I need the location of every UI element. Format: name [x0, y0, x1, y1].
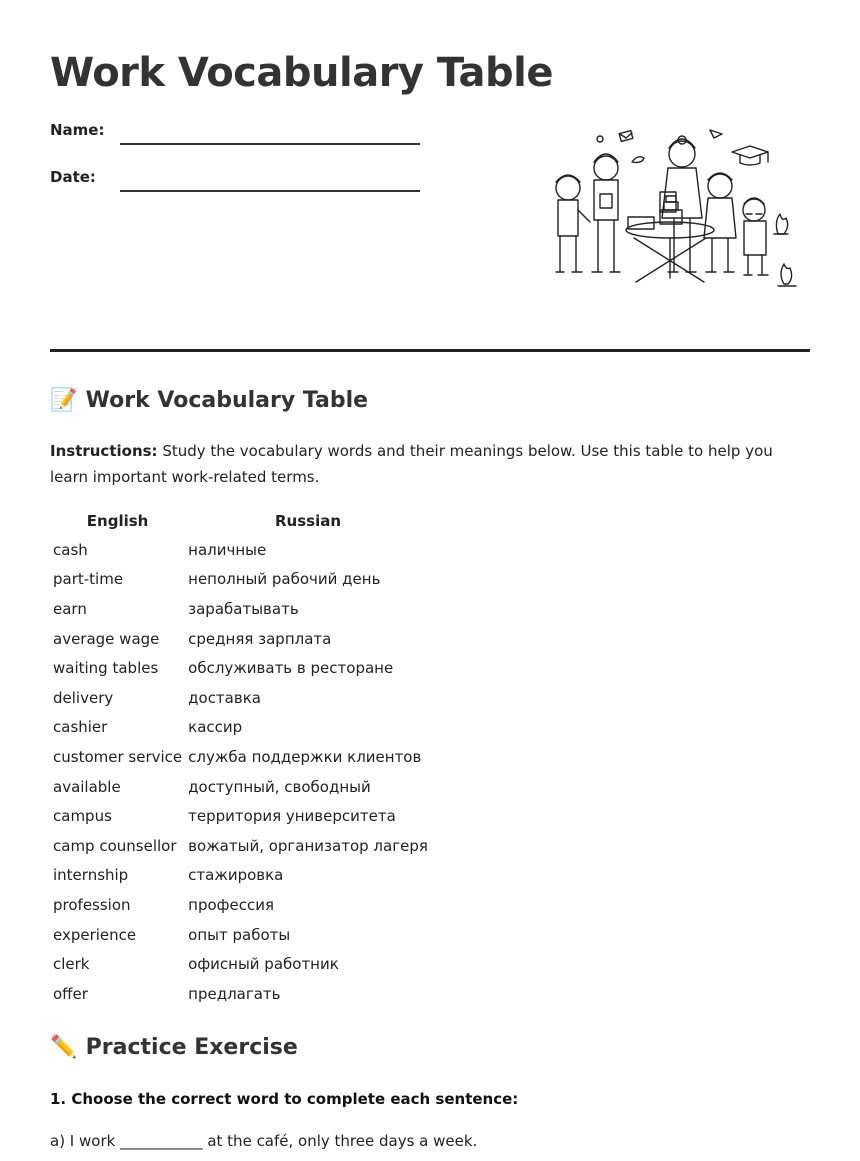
russian-cell: служба поддержки клиентов — [188, 747, 422, 766]
table-row — [50, 742, 431, 772]
english-cell: waiting tables — [53, 659, 159, 678]
table-row — [50, 949, 431, 979]
english-cell: camp counsellor — [53, 836, 177, 855]
table-row — [50, 772, 431, 802]
english-cell: cash — [53, 540, 88, 559]
column-header-russian: Russian — [274, 512, 342, 530]
memo-icon: 📝 — [50, 388, 78, 413]
table-row — [50, 713, 431, 743]
russian-cell: кассир — [188, 718, 243, 737]
table-row — [50, 890, 431, 920]
children-party-illustration — [548, 122, 802, 292]
date-input-line[interactable] — [120, 190, 420, 192]
name-input-line[interactable] — [120, 143, 420, 145]
vocabulary-table — [50, 507, 431, 1009]
english-cell: cashier — [53, 718, 108, 737]
name-field-label: Name: — [50, 121, 105, 139]
russian-cell: территория университета — [188, 807, 396, 826]
russian-cell: наличные — [188, 540, 267, 559]
table-row — [50, 979, 431, 1009]
vocab-section-title: Work Vocabulary Table — [85, 388, 369, 413]
english-cell: clerk — [53, 955, 90, 974]
english-cell: offer — [53, 984, 88, 1003]
russian-cell: вожатый, организатор лагеря — [188, 836, 428, 855]
table-row — [50, 801, 431, 831]
russian-cell: неполный рабочий день — [188, 570, 381, 589]
russian-cell: обслуживать в ресторане — [188, 659, 394, 678]
table-row — [50, 535, 431, 565]
table-row — [50, 683, 431, 713]
table-row — [50, 831, 431, 861]
header-divider — [50, 349, 810, 352]
russian-cell: доставка — [188, 688, 261, 707]
instructions — [50, 438, 810, 490]
practice-section-heading — [50, 1035, 298, 1060]
russian-cell: профессия — [188, 895, 274, 914]
english-cell: profession — [53, 895, 131, 914]
table-row — [50, 653, 431, 683]
vocab-section-heading — [50, 388, 368, 413]
english-cell: campus — [53, 807, 112, 826]
russian-cell: офисный работник — [188, 955, 339, 974]
russian-cell: средняя зарплата — [188, 629, 332, 648]
table-row — [50, 920, 431, 950]
english-cell: average wage — [53, 629, 160, 648]
russian-cell: предлагать — [188, 984, 281, 1003]
english-cell: part-time — [53, 570, 124, 589]
column-header-english: English — [86, 512, 149, 530]
question-1-prompt: 1. Choose the correct word to complete each sentence: — [50, 1090, 519, 1108]
english-cell: available — [53, 777, 121, 796]
pencil-icon: ✏️ — [50, 1035, 78, 1060]
instructions-text: Study the vocabulary words and their meanings below. Use this table to help you learn important work-related terms. — [50, 442, 773, 486]
page-title: Work Vocabulary Table — [50, 50, 554, 96]
date-field-label: Date: — [50, 168, 96, 186]
english-cell: delivery — [53, 688, 114, 707]
table-row — [50, 594, 431, 624]
practice-section-title: Practice Exercise — [85, 1035, 298, 1060]
english-cell: customer service — [53, 747, 183, 766]
table-row — [50, 624, 431, 654]
russian-cell: стажировка — [188, 866, 284, 885]
table-header-row — [50, 507, 431, 535]
english-cell: internship — [53, 866, 129, 885]
instructions-label: Instructions: — [50, 442, 158, 460]
question-1a: a) I work ___________ at the café, only three days a week. — [50, 1132, 478, 1150]
russian-cell: зарабатывать — [188, 599, 299, 618]
table-row — [50, 565, 431, 595]
english-cell: experience — [53, 925, 137, 944]
russian-cell: опыт работы — [188, 925, 291, 944]
russian-cell: доступный, свободный — [188, 777, 371, 796]
english-cell: earn — [53, 599, 87, 618]
table-row — [50, 861, 431, 891]
